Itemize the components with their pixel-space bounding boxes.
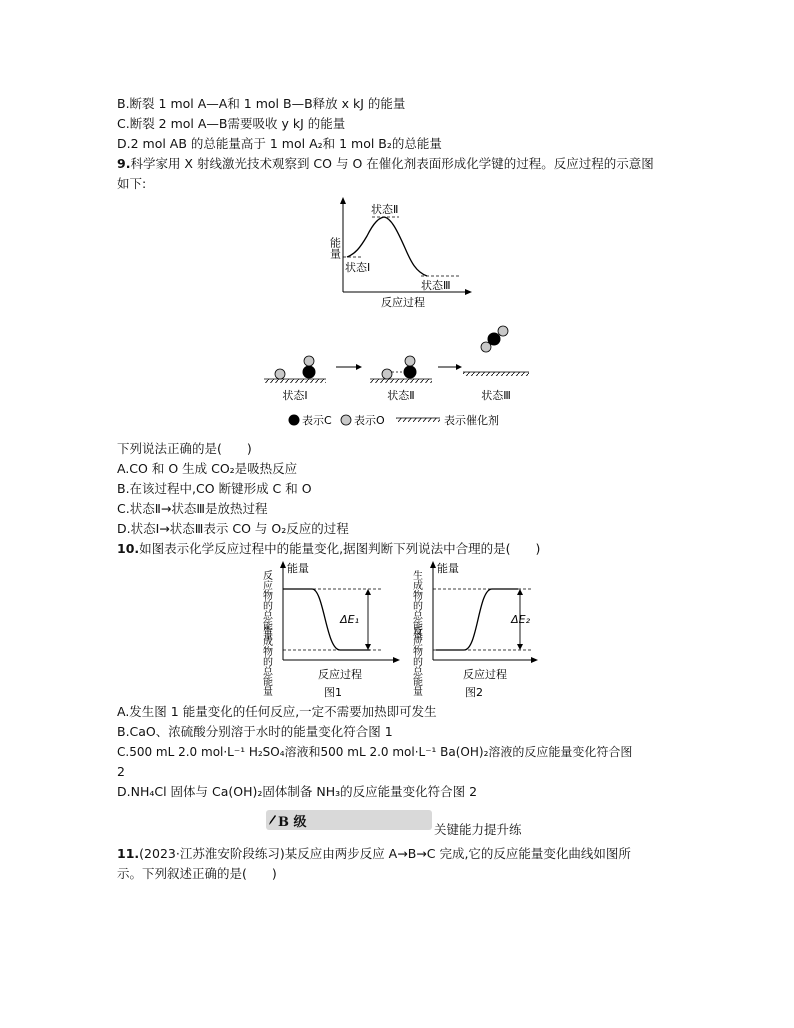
option-d-text: D.2 mol AB 的总能量高于 1 mol A₂和 1 mol B₂的总能量 <box>117 136 442 151</box>
catalyst-surface <box>370 379 432 383</box>
legend-oxygen-label: 表示O <box>354 414 385 427</box>
fig9-energy-diagram <box>325 196 475 311</box>
question-9-option-b: B.在该过程中,CO 断键形成 C 和 O <box>117 481 312 496</box>
question-9-stem: 下列说法正确的是( ) <box>117 441 252 456</box>
question-9-text: 科学家用 X 射线激光技术观察到 CO 与 O 在催化剂表面形成化学键的过程。反应过程的示意图 <box>130 156 654 171</box>
x-axis-arrow <box>465 289 472 295</box>
level-banner <box>266 810 432 830</box>
oxygen-atom <box>405 356 415 366</box>
legend-carbon-label: 表示C <box>302 414 332 427</box>
question-10-option-c-line1: C.500 mL 2.0 mol·L⁻¹ H₂SO₄溶液和500 mL 2.0 mol·L⁻¹ Ba(OH)₂溶液的反应能量变化符合图 <box>117 745 633 759</box>
oxygen-atom <box>304 356 314 366</box>
state1-picture <box>264 356 326 402</box>
fig9-state2-label: 状态Ⅱ <box>371 203 399 216</box>
state3-caption: 状态Ⅲ <box>481 389 511 402</box>
oxygen-atom <box>382 369 392 379</box>
figure-1 <box>261 561 401 699</box>
question-9-number: 9. <box>117 156 131 171</box>
question-10-text: 如图表示化学反应过程中的能量变化,据图判断下列说法中合理的是( ) <box>139 541 541 556</box>
option-b-text: B.断裂 1 mol A—A和 1 mol B—B释放 x kJ 的能量 <box>117 96 406 111</box>
question-9-option-c: C.状态Ⅱ→状态Ⅲ是放热过程 <box>117 501 268 516</box>
question-11-line1 <box>117 845 631 863</box>
legend-catalyst-label: 表示催化剂 <box>444 414 499 427</box>
legend-catalyst-icon <box>396 418 440 422</box>
reactant-total-label-2: 反应物的总能量 <box>410 626 422 696</box>
product-total-label-1: 生成物的总能量 <box>260 626 272 696</box>
level-label: B 级 <box>278 815 307 830</box>
state2-picture <box>370 356 432 402</box>
question-10-number: 10. <box>117 541 140 556</box>
delta-e2-label: ΔE₂ <box>511 613 530 626</box>
legend <box>289 413 500 427</box>
pencil-icon <box>268 814 277 826</box>
fig10-energy-diagrams <box>250 558 540 703</box>
oxygen-atom <box>275 369 285 379</box>
question-10-option-d: D.NH₄Cl 固体与 Ca(OH)₂固体制备 NH₃的反应能量变化符合图 2 <box>117 784 478 799</box>
question-10-option-a: A.发生图 1 能量变化的任何反应,一定不需要加热即可发生 <box>117 704 437 719</box>
question-11-number: 11. <box>117 846 140 861</box>
question-10-line <box>117 540 540 558</box>
fig9-ylabel: 能量 <box>328 237 342 259</box>
legend-oxygen-icon <box>341 415 351 425</box>
fig10-2-xlabel: 反应过程 <box>463 668 507 681</box>
fig10-2-caption: 图2 <box>465 686 483 699</box>
option-c-text: C.断裂 2 mol A—B需要吸收 y kJ 的能量 <box>117 116 346 131</box>
question-9-line1 <box>117 155 654 173</box>
y-axis-arrow <box>340 197 346 204</box>
state3-picture <box>463 326 529 402</box>
catalyst-surface <box>463 372 529 376</box>
question-9-option-d: D.状态Ⅰ→状态Ⅲ表示 CO 与 O₂反应的过程 <box>117 521 349 536</box>
fig10-1-xlabel: 反应过程 <box>318 668 362 681</box>
question-11-text: (2023·江苏淮安阶段练习)某反应由两步反应 A→B→C 完成,它的反应能量变化曲线如图所 <box>139 846 631 861</box>
state1-caption: 状态Ⅰ <box>282 389 308 402</box>
catalyst-surface <box>264 379 326 383</box>
reactant-total-label-1: 反应物的总能量 <box>260 570 272 640</box>
fig9-state3-label: 状态Ⅲ <box>421 279 451 292</box>
fig10-2-ylabel: 能量 <box>437 562 459 575</box>
fig9-state1-label: 状态Ⅰ <box>345 261 371 274</box>
carbon-atom <box>488 333 501 346</box>
carbon-atom <box>404 366 417 379</box>
question-9-option-a: A.CO 和 O 生成 CO₂是吸热反应 <box>117 461 298 476</box>
legend-carbon-icon <box>289 415 300 426</box>
carbon-atom <box>303 366 316 379</box>
fig10-1-ylabel: 能量 <box>287 562 309 575</box>
level-subtitle: 关键能力提升练 <box>434 822 522 837</box>
state2-caption: 状态Ⅱ <box>387 389 415 402</box>
fig10-1-caption: 图1 <box>324 686 342 699</box>
oxygen-atom <box>498 326 508 336</box>
delta-e1-label: ΔE₁ <box>340 613 359 626</box>
figure-2 <box>411 561 539 699</box>
question-10-option-c-line2: 2 <box>117 764 125 779</box>
fig9-state-illustration <box>258 320 538 435</box>
energy-curve-2 <box>436 589 518 650</box>
fig9-xlabel: 反应过程 <box>381 296 425 309</box>
question-10-option-b: B.CaO、浓硫酸分别溶于水时的能量变化符合图 1 <box>117 724 393 739</box>
question-9-line2: 如下: <box>117 176 147 191</box>
product-total-label-2: 生成物的总能量 <box>410 570 422 640</box>
question-11-line2: 示。下列叙述正确的是( ) <box>117 866 277 881</box>
